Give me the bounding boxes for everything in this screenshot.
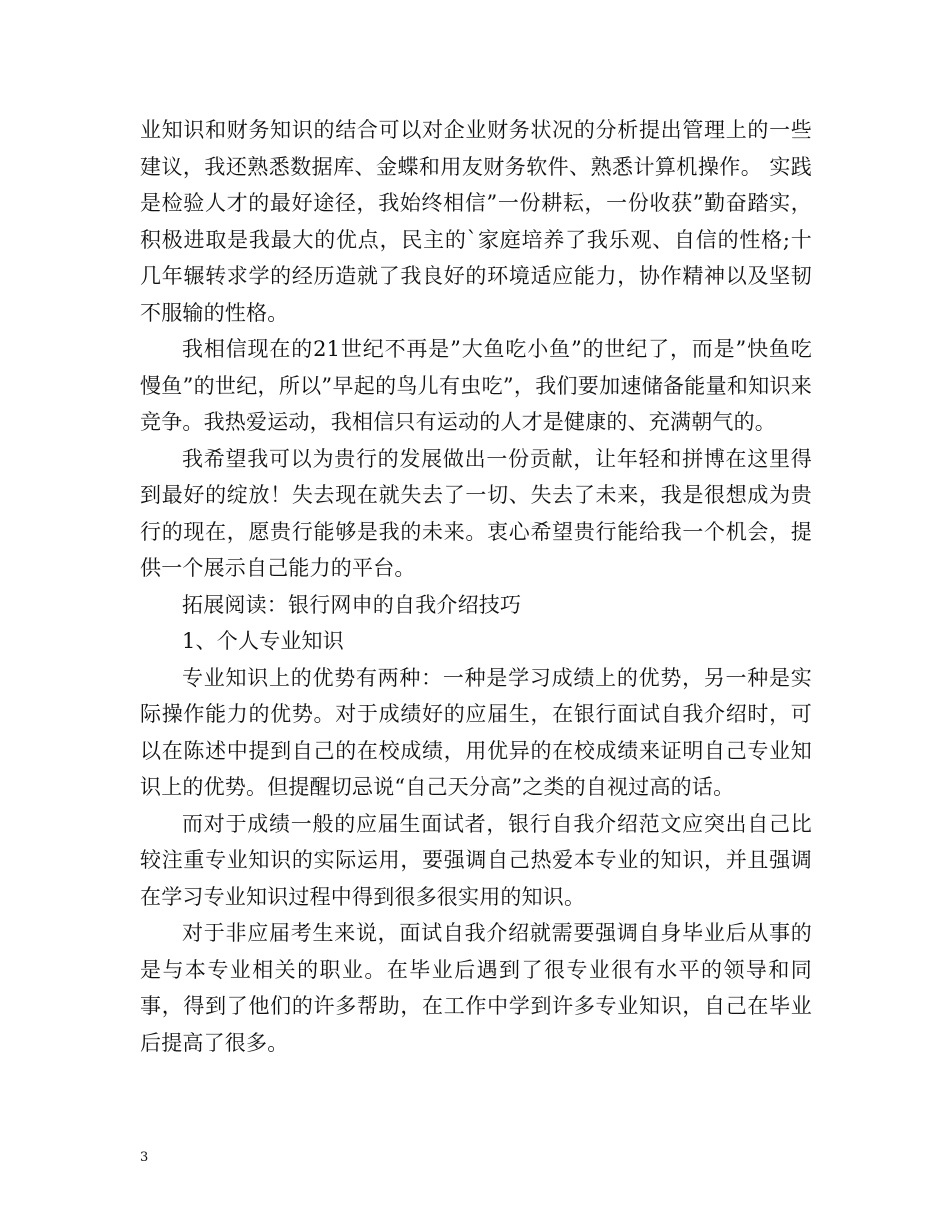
paragraph-continuation: 业知识和财务知识的结合可以对企业财务状况的分析提出管理上的一些建议，我还熟悉数据库、金蝶和用友财务软件、熟悉计算机操作。 实践是检验人才的最好途径，我始终相信”一份耕耘，一份收获”勤奋踏实，积极进取是我最大的优点，民主的`家庭培养了我乐观、自信的性格;十几年辗转求学的经历造就了我良好的环境适应能力，协作精神以及坚韧不服输的性格。 [140,118,812,325]
paragraph-average-graduates: 而对于成绩一般的应届生面试者，银行自我介绍范文应突出自己比较注重专业知识的实际运用，要强调自己热爱本专业的知识，并且强调在学习专业知识过程中得到很多很实用的知识。 [140,811,812,909]
section-heading-extended-reading: 拓展阅读：银行网申的自我介绍技巧 [182,592,522,617]
subheading-professional-knowledge: 1、个人专业知识 [182,629,344,653]
paragraph-21st-century: 我相信现在的21世纪不再是”大鱼吃小鱼”的世纪了，而是”快鱼吃慢鱼”的世纪，所以”早起的鸟儿有虫吃”，我们要加速储备能量和知识来竞争。我热爱运动，我相信只有运动的人才是健康的、充满朝气的。 [140,337,812,434]
paragraph-experienced-candidates: 对于非应届考生来说，面试自我介绍就需要强调自身毕业后从事的是与本专业相关的职业。在毕业后遇到了很专业很有水平的领导和同事，得到了他们的许多帮助，在工作中学到许多专业知识，自己在毕业后提高了很多。 [140,921,812,1055]
paragraph-advantages: 专业知识上的优势有两种：一种是学习成绩上的优势，另一种是实际操作能力的优势。对于成绩好的应届生，在银行面试自我介绍时，可以在陈述中提到自己的在校成绩，用优异的在校成绩来证明自己专业知识上的优势。但提醒切忌说“自己天分高”之类的自视过高的话。 [140,665,812,799]
page-number: 3 [140,1150,149,1165]
document-body [140,112,812,1061]
paragraph-contribution: 我希望我可以为贵行的发展做出一份贡献，让年轻和拼博在这里得到最好的绽放！失去现在就失去了一切、失去了未来，我是很想成为贵行的现在，愿贵行能够是我的未来。衷心希望贵行能给我一个机会，提供一个展示自己能力的平台。 [140,446,812,580]
